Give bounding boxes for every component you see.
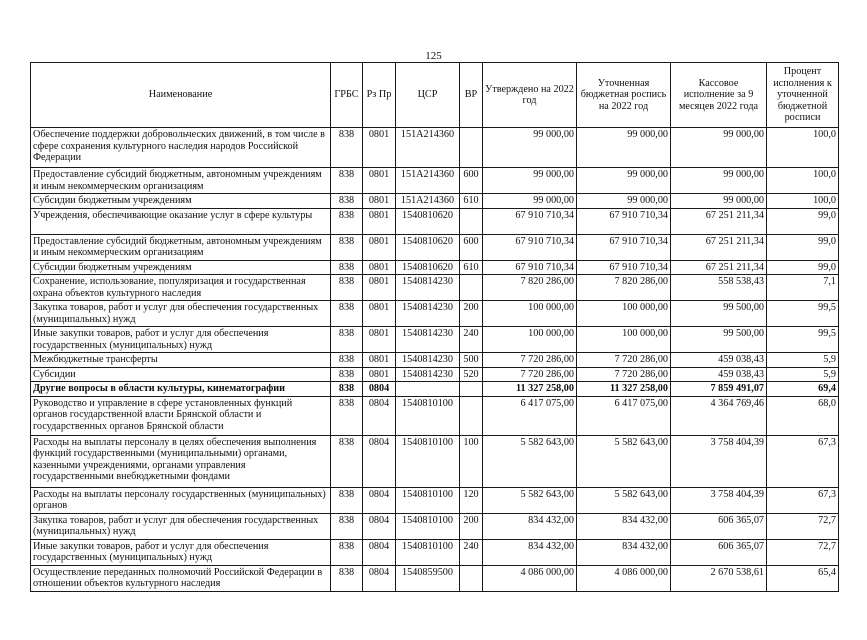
- cell-name: Руководство и управление в сфере установленных функций органов государственной власти Брянской области и государственных органов Брянской области: [31, 396, 331, 435]
- table-row: [31, 275, 839, 301]
- cell-grbs: 838: [331, 539, 363, 565]
- cell-approved: 100 000,00: [483, 301, 577, 327]
- cell-rzpr: 0804: [363, 487, 396, 513]
- table-row: [31, 260, 839, 275]
- cell-grbs: 838: [331, 128, 363, 168]
- cell-approved: 99 000,00: [483, 168, 577, 194]
- cell-csr: 1540810620: [396, 260, 460, 275]
- cell-percent: 72,7: [767, 513, 839, 539]
- cell-cash: 558 538,43: [671, 275, 767, 301]
- cell-percent: 99,5: [767, 301, 839, 327]
- cell-approved: 834 432,00: [483, 539, 577, 565]
- cell-approved: 4 086 000,00: [483, 565, 577, 591]
- cell-cash: 4 364 769,46: [671, 396, 767, 435]
- cell-rzpr: 0804: [363, 565, 396, 591]
- cell-name: Расходы на выплаты персоналу в целях обеспечения выполнения функций государственными (муниципальными) органами, казенными учреждениями, органами управления государственными внебюджетными фондами: [31, 435, 331, 487]
- cell-rzpr: 0801: [363, 367, 396, 382]
- cell-vr: 520: [460, 367, 483, 382]
- cell-approved: 5 582 643,00: [483, 487, 577, 513]
- table-header-row: [31, 63, 839, 128]
- cell-refined: 99 000,00: [577, 128, 671, 168]
- cell-cash: 99 000,00: [671, 168, 767, 194]
- cell-name: Закупка товаров, работ и услуг для обеспечения государственных (муниципальных) нужд: [31, 301, 331, 327]
- header-rzpr: Рз Пр: [363, 63, 396, 128]
- cell-grbs: 838: [331, 565, 363, 591]
- cell-vr: [460, 275, 483, 301]
- cell-percent: 99,5: [767, 327, 839, 353]
- cell-percent: 99,0: [767, 234, 839, 260]
- cell-grbs: 838: [331, 301, 363, 327]
- table-row: [31, 396, 839, 435]
- cell-approved: 11 327 258,00: [483, 382, 577, 397]
- budget-execution-table: [30, 62, 839, 592]
- cell-cash: 3 758 404,39: [671, 435, 767, 487]
- cell-rzpr: 0804: [363, 435, 396, 487]
- cell-csr: 1540810100: [396, 435, 460, 487]
- cell-cash: 99 000,00: [671, 128, 767, 168]
- cell-cash: 2 670 538,61: [671, 565, 767, 591]
- cell-name: Субсидии бюджетным учреждениям: [31, 260, 331, 275]
- cell-percent: 99,0: [767, 208, 839, 234]
- cell-approved: 100 000,00: [483, 327, 577, 353]
- cell-grbs: 838: [331, 234, 363, 260]
- table-row: [31, 168, 839, 194]
- cell-grbs: 838: [331, 513, 363, 539]
- cell-rzpr: 0801: [363, 234, 396, 260]
- table-row: [31, 565, 839, 591]
- cell-rzpr: 0804: [363, 513, 396, 539]
- cell-refined: 5 582 643,00: [577, 487, 671, 513]
- cell-csr: 1540814230: [396, 367, 460, 382]
- cell-refined: 6 417 075,00: [577, 396, 671, 435]
- cell-name: Обеспечение поддержки добровольческих движений, в том числе в сфере сохранения культурного наследия народов Российской Федерации: [31, 128, 331, 168]
- table-row: [31, 513, 839, 539]
- cell-cash: 459 038,43: [671, 367, 767, 382]
- cell-name: Субсидии бюджетным учреждениям: [31, 194, 331, 209]
- cell-grbs: 838: [331, 367, 363, 382]
- cell-grbs: 838: [331, 396, 363, 435]
- cell-vr: [460, 128, 483, 168]
- cell-vr: 200: [460, 513, 483, 539]
- cell-csr: [396, 382, 460, 397]
- cell-percent: 5,9: [767, 367, 839, 382]
- header-csr: ЦСР: [396, 63, 460, 128]
- cell-csr: 151А214360: [396, 128, 460, 168]
- cell-csr: 1540814230: [396, 275, 460, 301]
- table-row: [31, 128, 839, 168]
- header-approved: Утверждено на 2022 год: [483, 63, 577, 128]
- cell-percent: 100,0: [767, 194, 839, 209]
- header-grbs: ГРБС: [331, 63, 363, 128]
- header-vr: ВР: [460, 63, 483, 128]
- header-cash: Кассовое исполнение за 9 месяцев 2022 года: [671, 63, 767, 128]
- cell-vr: 600: [460, 168, 483, 194]
- cell-vr: [460, 208, 483, 234]
- cell-approved: 99 000,00: [483, 194, 577, 209]
- cell-percent: 68,0: [767, 396, 839, 435]
- cell-csr: 1540810620: [396, 208, 460, 234]
- cell-percent: 65,4: [767, 565, 839, 591]
- cell-rzpr: 0801: [363, 208, 396, 234]
- cell-name: Другие вопросы в области культуры, кинематографии: [31, 382, 331, 397]
- cell-name: Сохранение, использование, популяризация и государственная охрана объектов культурного наследия: [31, 275, 331, 301]
- cell-refined: 7 820 286,00: [577, 275, 671, 301]
- cell-rzpr: 0801: [363, 327, 396, 353]
- cell-rzpr: 0801: [363, 168, 396, 194]
- cell-rzpr: 0801: [363, 128, 396, 168]
- cell-grbs: 838: [331, 194, 363, 209]
- cell-refined: 834 432,00: [577, 513, 671, 539]
- cell-grbs: 838: [331, 260, 363, 275]
- cell-csr: 1540814230: [396, 353, 460, 368]
- cell-vr: [460, 382, 483, 397]
- table-row: [31, 208, 839, 234]
- cell-vr: 100: [460, 435, 483, 487]
- cell-approved: 7 820 286,00: [483, 275, 577, 301]
- cell-cash: 459 038,43: [671, 353, 767, 368]
- cell-approved: 834 432,00: [483, 513, 577, 539]
- cell-rzpr: 0801: [363, 194, 396, 209]
- cell-percent: 67,3: [767, 435, 839, 487]
- cell-cash: 67 251 211,34: [671, 260, 767, 275]
- cell-vr: [460, 396, 483, 435]
- cell-percent: 69,4: [767, 382, 839, 397]
- cell-cash: 606 365,07: [671, 539, 767, 565]
- cell-rzpr: 0801: [363, 353, 396, 368]
- cell-name: Иные закупки товаров, работ и услуг для обеспечения государственных (муниципальных) нужд: [31, 539, 331, 565]
- table-row: [31, 353, 839, 368]
- cell-name: Субсидии: [31, 367, 331, 382]
- cell-rzpr: 0804: [363, 539, 396, 565]
- table-row: [31, 234, 839, 260]
- table-row: [31, 327, 839, 353]
- table-row: [31, 539, 839, 565]
- cell-name: Закупка товаров, работ и услуг для обеспечения государственных (муниципальных) нужд: [31, 513, 331, 539]
- cell-cash: 99 000,00: [671, 194, 767, 209]
- cell-approved: 67 910 710,34: [483, 260, 577, 275]
- cell-csr: 1540814230: [396, 327, 460, 353]
- cell-name: Расходы на выплаты персоналу государственных (муниципальных) органов: [31, 487, 331, 513]
- cell-vr: 610: [460, 260, 483, 275]
- cell-refined: 11 327 258,00: [577, 382, 671, 397]
- cell-rzpr: 0801: [363, 301, 396, 327]
- table-row: [31, 194, 839, 209]
- cell-csr: 151А214360: [396, 194, 460, 209]
- cell-vr: 500: [460, 353, 483, 368]
- cell-refined: 834 432,00: [577, 539, 671, 565]
- cell-rzpr: 0804: [363, 382, 396, 397]
- cell-name: Иные закупки товаров, работ и услуг для обеспечения государственных (муниципальных) нужд: [31, 327, 331, 353]
- cell-percent: 99,0: [767, 260, 839, 275]
- cell-grbs: 838: [331, 275, 363, 301]
- cell-rzpr: 0801: [363, 275, 396, 301]
- cell-grbs: 838: [331, 327, 363, 353]
- cell-percent: 100,0: [767, 168, 839, 194]
- cell-vr: 240: [460, 327, 483, 353]
- cell-refined: 99 000,00: [577, 194, 671, 209]
- cell-cash: 99 500,00: [671, 301, 767, 327]
- cell-approved: 6 417 075,00: [483, 396, 577, 435]
- cell-csr: 1540810100: [396, 487, 460, 513]
- cell-approved: 5 582 643,00: [483, 435, 577, 487]
- table-row: [31, 301, 839, 327]
- cell-refined: 7 720 286,00: [577, 367, 671, 382]
- cell-approved: 7 720 286,00: [483, 367, 577, 382]
- cell-cash: 67 251 211,34: [671, 234, 767, 260]
- cell-vr: 200: [460, 301, 483, 327]
- cell-percent: 67,3: [767, 487, 839, 513]
- cell-refined: 67 910 710,34: [577, 260, 671, 275]
- header-percent: Процент исполнения к уточненной бюджетной росписи: [767, 63, 839, 128]
- cell-refined: 4 086 000,00: [577, 565, 671, 591]
- cell-cash: 99 500,00: [671, 327, 767, 353]
- cell-approved: 7 720 286,00: [483, 353, 577, 368]
- cell-name: Осуществление переданных полномочий Российской Федерации в отношении объектов культурного наследия: [31, 565, 331, 591]
- cell-refined: 67 910 710,34: [577, 208, 671, 234]
- cell-csr: 151А214360: [396, 168, 460, 194]
- cell-refined: 67 910 710,34: [577, 234, 671, 260]
- table-body: [31, 128, 839, 592]
- header-name: Наименование: [31, 63, 331, 128]
- cell-cash: 67 251 211,34: [671, 208, 767, 234]
- cell-cash: 3 758 404,39: [671, 487, 767, 513]
- cell-grbs: 838: [331, 208, 363, 234]
- cell-csr: 1540810100: [396, 539, 460, 565]
- cell-grbs: 838: [331, 168, 363, 194]
- cell-rzpr: 0801: [363, 260, 396, 275]
- table-row: [31, 367, 839, 382]
- cell-cash: 606 365,07: [671, 513, 767, 539]
- cell-approved: 99 000,00: [483, 128, 577, 168]
- table-row: [31, 435, 839, 487]
- cell-vr: 600: [460, 234, 483, 260]
- cell-csr: 1540859500: [396, 565, 460, 591]
- cell-vr: 610: [460, 194, 483, 209]
- cell-percent: 72,7: [767, 539, 839, 565]
- cell-refined: 100 000,00: [577, 327, 671, 353]
- cell-csr: 1540810620: [396, 234, 460, 260]
- page-number: 125: [425, 50, 442, 62]
- cell-approved: 67 910 710,34: [483, 234, 577, 260]
- cell-refined: 100 000,00: [577, 301, 671, 327]
- cell-name: Предоставление субсидий бюджетным, автономным учреждениям и иным некоммерческим организациям: [31, 234, 331, 260]
- cell-name: Предоставление субсидий бюджетным, автономным учреждениям и иным некоммерческим организациям: [31, 168, 331, 194]
- cell-grbs: 838: [331, 487, 363, 513]
- cell-rzpr: 0804: [363, 396, 396, 435]
- header-refined: Уточненная бюджетная роспись на 2022 год: [577, 63, 671, 128]
- table-row: [31, 487, 839, 513]
- cell-name: Межбюджетные трансферты: [31, 353, 331, 368]
- cell-percent: 7,1: [767, 275, 839, 301]
- cell-vr: 240: [460, 539, 483, 565]
- cell-refined: 7 720 286,00: [577, 353, 671, 368]
- cell-refined: 99 000,00: [577, 168, 671, 194]
- table-row: [31, 382, 839, 397]
- cell-cash: 7 859 491,07: [671, 382, 767, 397]
- cell-csr: 1540810100: [396, 396, 460, 435]
- cell-grbs: 838: [331, 353, 363, 368]
- cell-grbs: 838: [331, 435, 363, 487]
- cell-vr: 120: [460, 487, 483, 513]
- cell-csr: 1540814230: [396, 301, 460, 327]
- cell-percent: 100,0: [767, 128, 839, 168]
- cell-approved: 67 910 710,34: [483, 208, 577, 234]
- cell-vr: [460, 565, 483, 591]
- cell-percent: 5,9: [767, 353, 839, 368]
- cell-csr: 1540810100: [396, 513, 460, 539]
- cell-name: Учреждения, обеспечивающие оказание услуг в сфере культуры: [31, 208, 331, 234]
- cell-refined: 5 582 643,00: [577, 435, 671, 487]
- cell-grbs: 838: [331, 382, 363, 397]
